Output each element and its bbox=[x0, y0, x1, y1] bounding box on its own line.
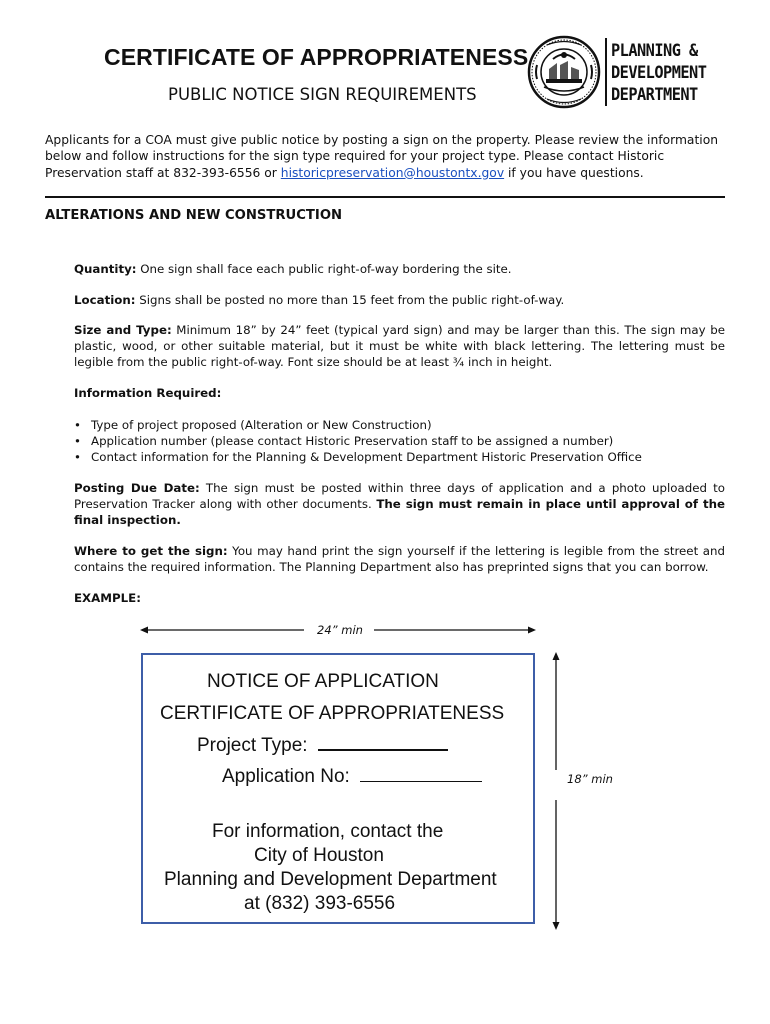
department-line-2: DEVELOPMENT bbox=[611, 63, 707, 83]
height-dimension-arrow bbox=[549, 650, 563, 932]
where-label: Where to get the sign: bbox=[74, 544, 228, 558]
list-item: • Type of project proposed (Alteration or New Construction) bbox=[74, 418, 642, 434]
sign-project-type-line bbox=[197, 735, 448, 757]
list-item: • Contact information for the Planning & Development Department Historic Preservation Office bbox=[74, 450, 642, 466]
project-type-blank bbox=[318, 735, 448, 751]
sign-contact-line-2: City of Houston bbox=[254, 845, 384, 866]
posting-due-date-paragraph bbox=[74, 481, 725, 528]
quantity-text: One sign shall face each public right-of-way bordering the site. bbox=[136, 262, 512, 276]
page-title: CERTIFICATE OF APPROPRIATENESS bbox=[104, 44, 529, 70]
sign-contact-line-3: Planning and Development Department bbox=[164, 869, 497, 890]
where-to-get-paragraph bbox=[74, 544, 725, 576]
example-label: EXAMPLE: bbox=[74, 591, 141, 605]
department-line-1: PLANNING & bbox=[611, 41, 698, 61]
section-divider bbox=[45, 196, 725, 198]
sign-coa-line: CERTIFICATE OF APPROPRIATENESS bbox=[160, 703, 505, 724]
application-no-blank bbox=[360, 767, 482, 782]
quantity-label: Quantity: bbox=[74, 262, 137, 276]
location-label: Location: bbox=[74, 293, 136, 307]
sign-application-no-line bbox=[222, 766, 482, 788]
intro-paragraph bbox=[45, 132, 735, 181]
location-paragraph bbox=[74, 293, 725, 309]
email-link[interactable]: historicpreservation@houstontx.gov bbox=[280, 165, 505, 180]
size-type-paragraph bbox=[74, 323, 725, 370]
posting-label: Posting Due Date: bbox=[74, 481, 200, 495]
intro-text-after: if you have questions. bbox=[504, 165, 644, 180]
quantity-paragraph bbox=[74, 262, 725, 278]
posting-text: The sign must be posted within three days of application and a photo uploaded to Preservation Tracker along with other documents. bbox=[74, 481, 725, 511]
section-heading: ALTERATIONS AND NEW CONSTRUCTION bbox=[45, 208, 343, 223]
posting-bold-text: The sign must remain in place until approval of the final inspection. bbox=[74, 496, 725, 527]
city-seal-icon bbox=[527, 35, 601, 109]
page-subtitle: PUBLIC NOTICE SIGN REQUIREMENTS bbox=[168, 85, 477, 104]
intro-text: Applicants for a COA must give public notice by posting a sign on the property. Please review the information below and follow instructions for the sign type required for your project type. Please contact Historic Preservation staff at 832-393-6556 or bbox=[45, 133, 719, 180]
header-divider bbox=[605, 38, 607, 106]
height-label: 18” min bbox=[567, 772, 613, 786]
location-text: Signs shall be posted no more than 15 feet from the public right-of-way. bbox=[135, 293, 565, 307]
sign-contact-line-1: For information, contact the bbox=[212, 821, 444, 842]
sign-notice-line: NOTICE OF APPLICATION bbox=[207, 671, 439, 692]
size-type-text: Minimum 18” by 24” feet (typical yard sign) and may be larger than this. The sign may be plastic, wood, or other suitable material, but it must be white with black lettering. The lettering must be legible from the public right-of-way. Font size should be at least ¾ inch in height. bbox=[74, 323, 725, 369]
size-type-label: Size and Type: bbox=[74, 323, 172, 337]
information-required-list bbox=[74, 418, 642, 465]
sign-contact-line-4: at (832) 393-6556 bbox=[244, 893, 396, 914]
width-label: 24” min bbox=[317, 623, 363, 637]
project-type-label: Project Type: bbox=[197, 735, 308, 756]
information-required-label: Information Required: bbox=[74, 386, 222, 400]
where-text: You may hand print the sign yourself if the lettering is legible from the street and contains the required information. The Planning Department also has preprinted signs that you can borrow. bbox=[74, 544, 725, 574]
department-line-3: DEPARTMENT bbox=[611, 85, 698, 105]
department-name bbox=[611, 40, 706, 106]
list-item: • Application number (please contact Historic Preservation staff to be assigned a number) bbox=[74, 434, 642, 450]
application-no-label: Application No: bbox=[222, 766, 350, 787]
